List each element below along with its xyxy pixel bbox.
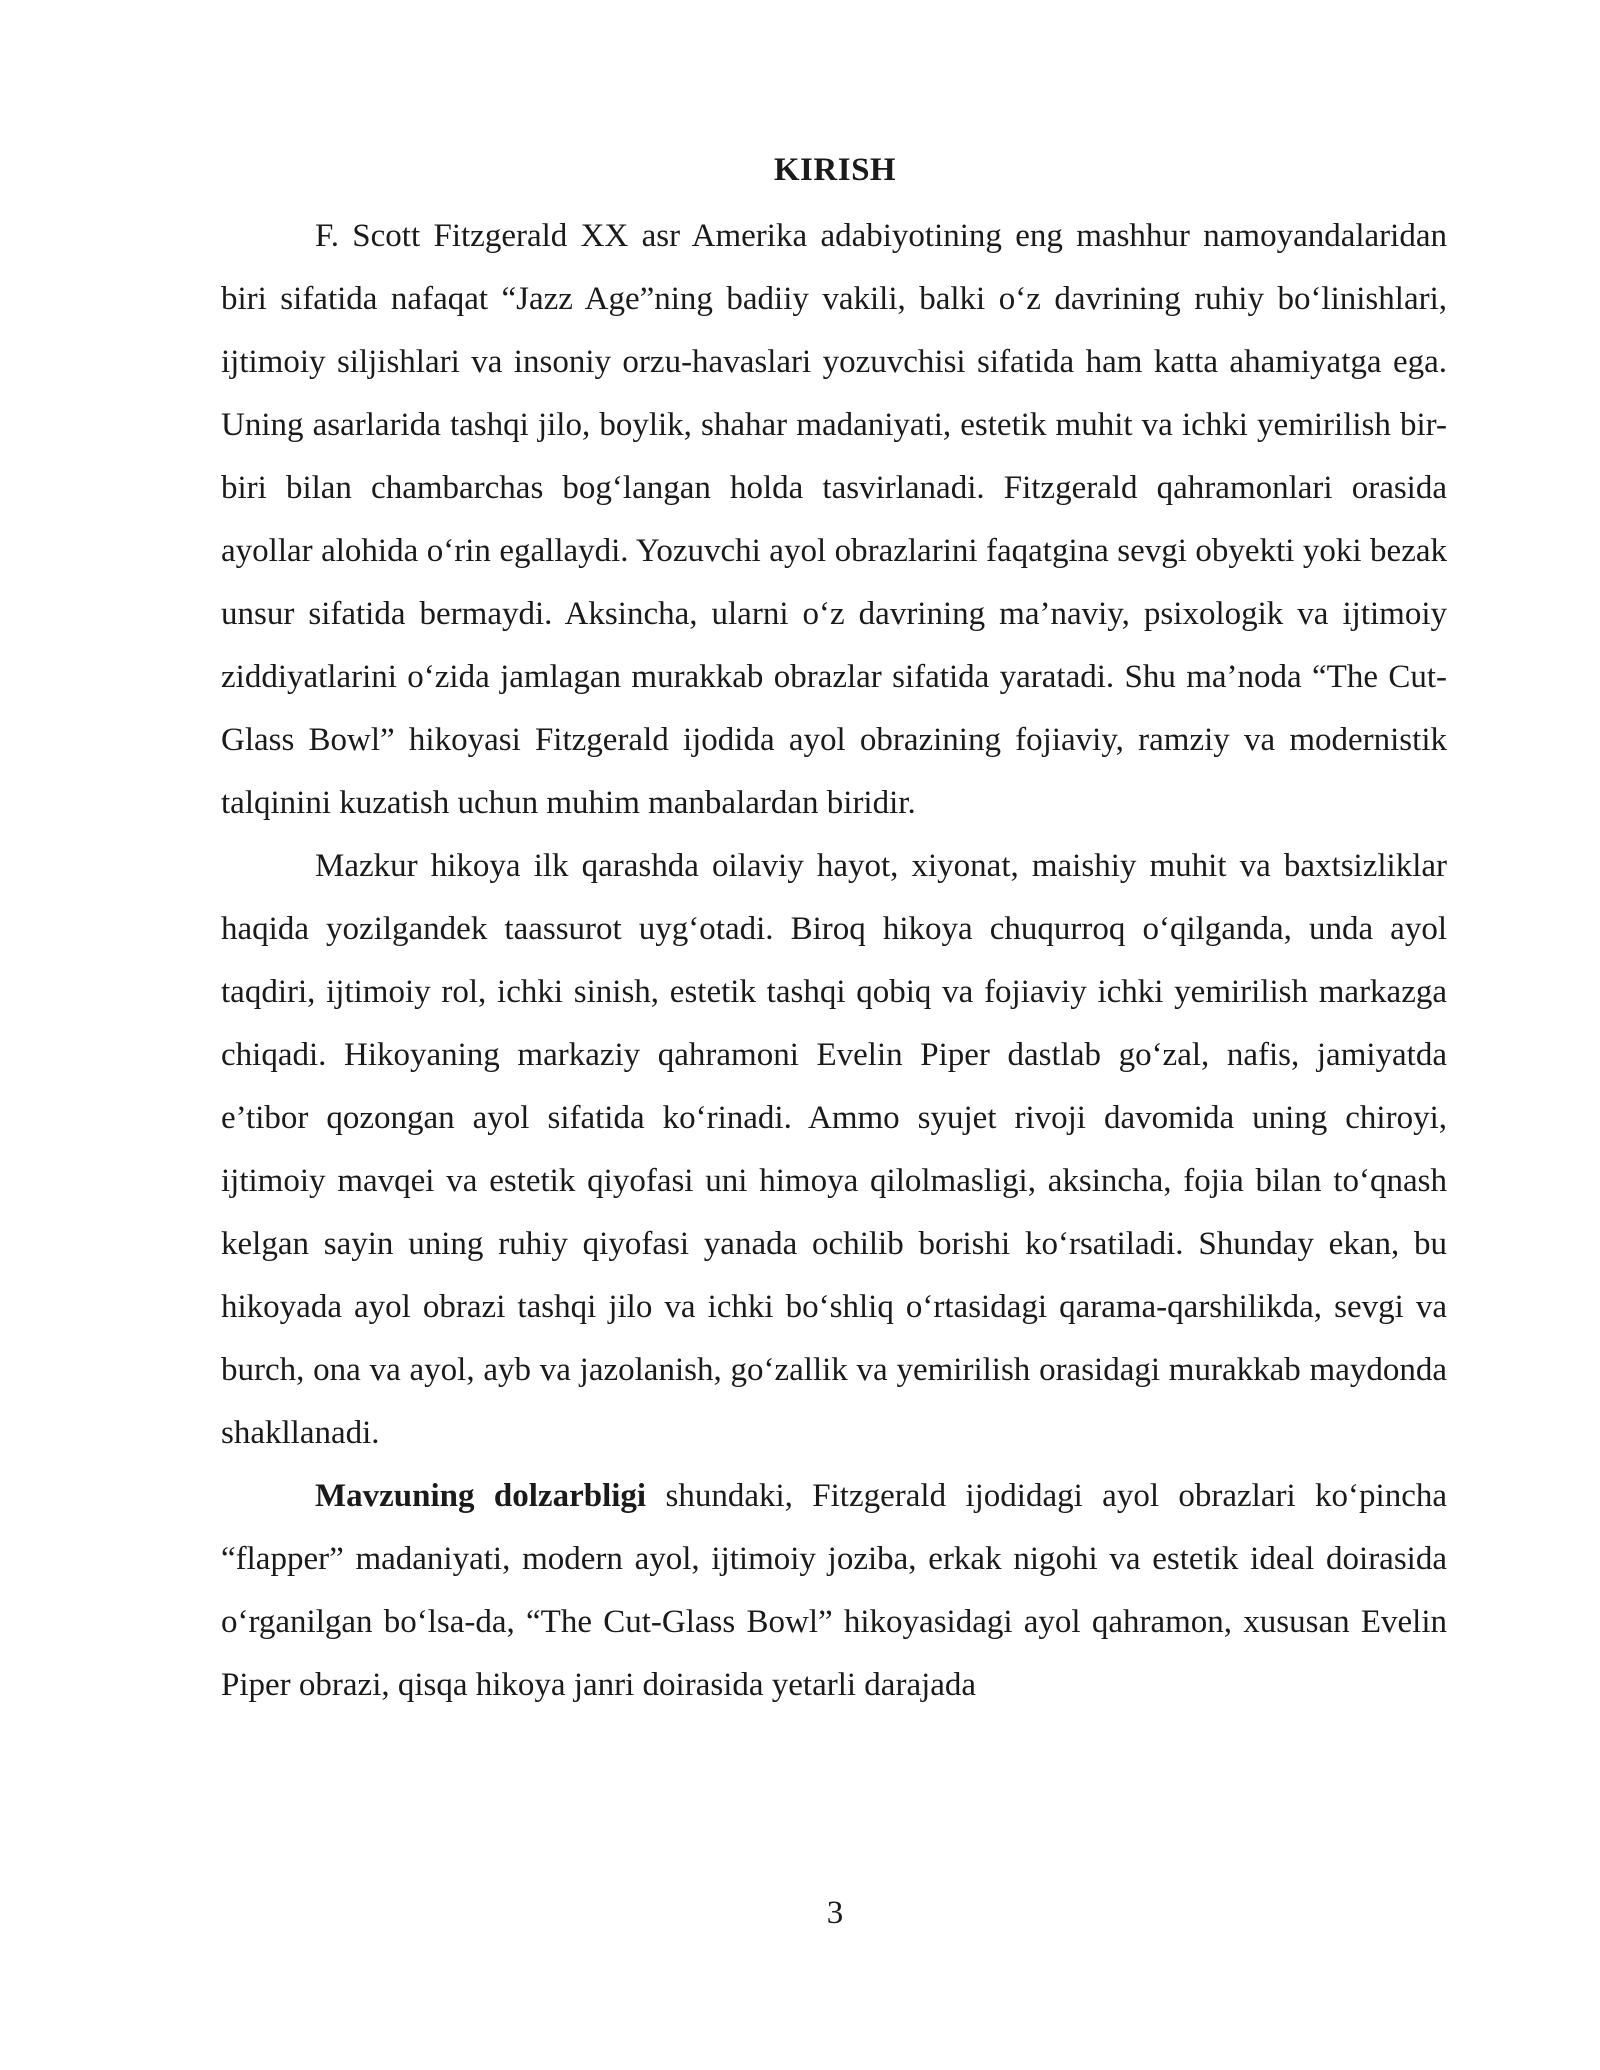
paragraph-3-text: shundaki, Fitzgerald ijodidagi ayol obrazlari ko‘pincha “flapper” madaniyati, modern ayol, ijtimoiy joziba, erkak nigohi va estetik ideal doirasida o‘rganilgan bo‘lsa-da, “The Cut-Glass Bowl” hikoyasidagi ayol qahramon, xususan Evelin Piper obrazi, qisqa hikoya janri doirasida yetarli darajada — [221, 1478, 1447, 1703]
paragraph-1-text: F. Scott Fitzgerald XX asr Amerika adabiyotining eng mashhur namoyandalaridan biri sifatida nafaqat “Jazz Age”ning badiiy vakili, balki o‘z davrining ruhiy bo‘linishlari, ijtimoiy siljishlari va insoniy orzu-havaslari yozuvchisi sifatida ham katta ahamiyatga ega. Uning asarlarida tashqi jilo, boylik, shahar madaniyati, estetik muhit va ichki yemirilish bir-biri bilan chambarchas bog‘langan holda tasvirlanadi. Fitzgerald qahramonlari orasida ayollar alohida o‘rin egallaydi. Yozuvchi ayol obrazlarini faqatgina sevgi obyekti yoki bezak unsur sifatida bermaydi. Aksincha, ularni o‘z davrining ma’naviy, psixologik va ijtimoiy ziddiyatlarini o‘zida jamlagan murakkab obrazlar sifatida yaratadi. Shu ma’noda “The Cut-Glass Bowl” hikoyasi Fitzgerald ijodida ayol obrazining fojiaviy, ramziy va modernistik talqinini kuzatish uchun muhim manbalardan biridir. — [221, 218, 1447, 821]
paragraph-3 — [221, 1465, 1447, 1717]
body-text — [221, 205, 1447, 1717]
paragraph-3-bold-lead: Mavzuning dolzarbligi — [315, 1478, 647, 1514]
paragraph-2-text: Mazkur hikoya ilk qarashda oilaviy hayot, xiyonat, maishiy muhit va baxtsizliklar haqida yozilgandek taassurot uyg‘otadi. Biroq hikoya chuqurroq o‘qilganda, unda ayol taqdiri, ijtimoiy rol, ichki sinish, estetik tashqi qobiq va fojiaviy ichki yemirilish markazga chiqadi. Hikoyaning markaziy qahramoni Evelin Piper dastlab go‘zal, nafis, jamiyatda e’tibor qozongan ayol sifatida ko‘rinadi. Ammo syujet rivoji davomida uning chiroyi, ijtimoiy mavqei va estetik qiyofasi uni himoya qilolmasligi, aksincha, fojia bilan to‘qnash kelgan sayin uning ruhiy qiyofasi yanada ochilib borishi ko‘rsatiladi. Shunday ekan, bu hikoyada ayol obrazi tashqi jilo va ichki bo‘shliq o‘rtasidagi qarama-qarshilikda, sevgi va burch, ona va ayol, ayb va jazolanish, go‘zallik va yemirilish orasidagi murakkab maydonda shakllanadi. — [221, 848, 1447, 1451]
page-number: 3 — [826, 1895, 844, 1931]
section-heading: KIRISH — [773, 152, 897, 188]
paragraph-1 — [221, 205, 1447, 835]
paragraph-2 — [221, 835, 1447, 1465]
